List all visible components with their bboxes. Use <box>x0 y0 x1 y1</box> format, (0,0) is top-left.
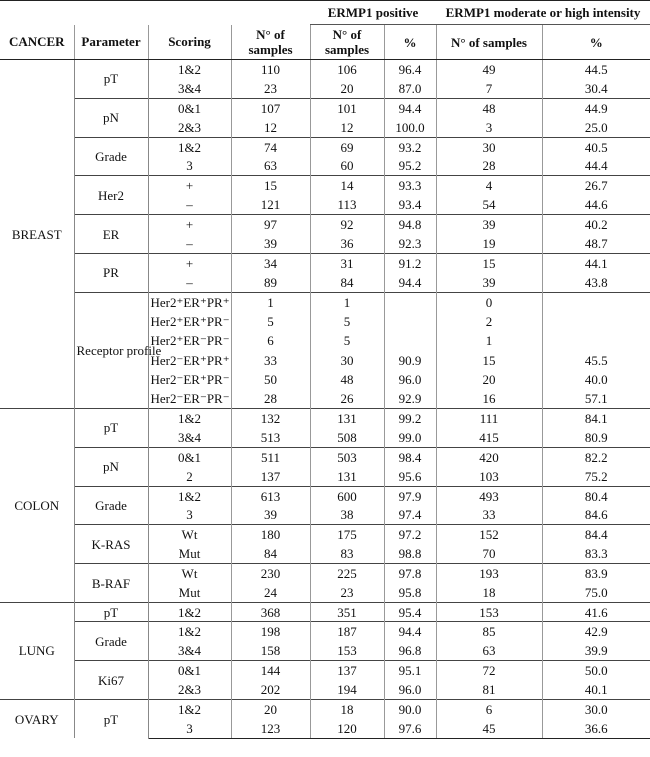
scoring-cell: – <box>148 234 231 253</box>
positive-pct-cell: 92.9 <box>384 389 436 408</box>
col-header-positive-n-line2: samples <box>324 42 370 57</box>
parameter-cell: Grade <box>74 137 148 176</box>
intensity-n-cell: 72 <box>436 661 542 680</box>
positive-pct-cell: 99.0 <box>384 428 436 447</box>
cancer-type-cell: LUNG <box>0 602 74 699</box>
intensity-n-cell: 28 <box>436 156 542 175</box>
intensity-n-cell: 54 <box>436 195 542 214</box>
intensity-pct-cell: 75.0 <box>542 583 650 602</box>
table-row <box>0 564 650 583</box>
col-header-intensity-pct: % <box>542 25 650 60</box>
intensity-n-cell: 20 <box>436 370 542 389</box>
positive-n-cell: 194 <box>310 680 384 699</box>
intensity-pct-cell: 39.9 <box>542 641 650 660</box>
table-row <box>0 60 650 79</box>
intensity-pct-cell <box>542 312 650 331</box>
table-row <box>0 602 650 621</box>
scoring-cell: Wt <box>148 564 231 583</box>
intensity-pct-cell: 84.1 <box>542 409 650 428</box>
col-header-parameter: Parameter <box>74 25 148 60</box>
positive-n-cell: 30 <box>310 350 384 369</box>
scoring-cell: Mut <box>148 583 231 602</box>
parameter-cell: B-RAF <box>74 564 148 603</box>
n-samples-cell: 15 <box>231 176 310 195</box>
positive-n-cell: 84 <box>310 273 384 292</box>
parameter-cell: Her2 <box>74 176 148 215</box>
group-header-ermp1-positive: ERMP1 positive <box>310 1 436 25</box>
intensity-pct-cell: 42.9 <box>542 622 650 641</box>
intensity-n-cell: 7 <box>436 79 542 98</box>
intensity-n-cell: 19 <box>436 234 542 253</box>
scoring-cell: 1&2 <box>148 602 231 621</box>
parameter-cell: pN <box>74 447 148 486</box>
scoring-cell: 3 <box>148 719 231 738</box>
n-samples-cell: 613 <box>231 486 310 505</box>
group-header-row <box>0 1 650 25</box>
n-samples-cell: 121 <box>231 195 310 214</box>
intensity-pct-cell <box>542 292 650 311</box>
col-header-cancer: CANCER <box>0 25 74 60</box>
positive-n-cell: 503 <box>310 447 384 466</box>
n-samples-cell: 144 <box>231 661 310 680</box>
table-row <box>0 661 650 680</box>
scoring-cell: Wt <box>148 525 231 544</box>
positive-n-cell: 83 <box>310 544 384 563</box>
intensity-n-cell: 493 <box>436 486 542 505</box>
parameter-cell: pT <box>74 409 148 448</box>
intensity-pct-cell: 25.0 <box>542 118 650 137</box>
table-body <box>0 60 650 739</box>
intensity-n-cell: 152 <box>436 525 542 544</box>
positive-n-cell: 36 <box>310 234 384 253</box>
positive-n-cell: 1 <box>310 292 384 311</box>
positive-pct-cell: 98.8 <box>384 544 436 563</box>
intensity-n-cell: 15 <box>436 350 542 369</box>
cancer-type-cell: OVARY <box>0 699 74 738</box>
intensity-pct-cell: 80.9 <box>542 428 650 447</box>
parameter-cell: pN <box>74 98 148 137</box>
positive-n-cell: 48 <box>310 370 384 389</box>
column-header-row <box>0 25 650 60</box>
col-header-positive-n-line1: N° of <box>332 27 362 42</box>
positive-pct-cell: 92.3 <box>384 234 436 253</box>
intensity-n-cell: 39 <box>436 215 542 234</box>
n-samples-cell: 198 <box>231 622 310 641</box>
parameter-cell: Grade <box>74 486 148 525</box>
intensity-pct-cell: 83.9 <box>542 564 650 583</box>
n-samples-cell: 20 <box>231 699 310 718</box>
positive-pct-cell: 98.4 <box>384 447 436 466</box>
positive-n-cell: 14 <box>310 176 384 195</box>
intensity-pct-cell <box>542 331 650 350</box>
positive-n-cell: 131 <box>310 409 384 428</box>
positive-pct-cell: 87.0 <box>384 79 436 98</box>
scoring-cell: 2&3 <box>148 118 231 137</box>
table-row <box>0 176 650 195</box>
scoring-cell: 3 <box>148 156 231 175</box>
positive-n-cell: 600 <box>310 486 384 505</box>
parameter-cell: pT <box>74 699 148 738</box>
group-header-spacer <box>0 1 310 25</box>
intensity-n-cell: 85 <box>436 622 542 641</box>
table-row <box>0 699 650 718</box>
positive-n-cell: 113 <box>310 195 384 214</box>
table-row <box>0 622 650 641</box>
intensity-n-cell: 15 <box>436 253 542 272</box>
n-samples-cell: 63 <box>231 156 310 175</box>
scoring-cell: Her2⁺ER⁺PR⁺ <box>148 292 231 311</box>
table-row <box>0 253 650 272</box>
positive-pct-cell: 97.6 <box>384 719 436 738</box>
intensity-pct-cell: 41.6 <box>542 602 650 621</box>
table-row <box>0 137 650 156</box>
intensity-n-cell: 1 <box>436 331 542 350</box>
col-header-n-samples <box>231 25 310 60</box>
intensity-pct-cell: 84.6 <box>542 505 650 524</box>
positive-pct-cell: 95.4 <box>384 602 436 621</box>
scoring-cell: – <box>148 273 231 292</box>
n-samples-cell: 23 <box>231 79 310 98</box>
intensity-n-cell: 63 <box>436 641 542 660</box>
intensity-pct-cell: 80.4 <box>542 486 650 505</box>
scoring-cell: Her2⁻ER⁺PR⁺ <box>148 350 231 369</box>
intensity-pct-cell: 84.4 <box>542 525 650 544</box>
positive-n-cell: 120 <box>310 719 384 738</box>
intensity-n-cell: 16 <box>436 389 542 408</box>
intensity-n-cell: 49 <box>436 60 542 79</box>
scoring-cell: 1&2 <box>148 137 231 156</box>
intensity-pct-cell: 44.4 <box>542 156 650 175</box>
table-row <box>0 292 650 311</box>
cancer-type-cell: COLON <box>0 409 74 603</box>
scoring-cell: 2 <box>148 467 231 486</box>
positive-pct-cell: 100.0 <box>384 118 436 137</box>
n-samples-cell: 158 <box>231 641 310 660</box>
intensity-n-cell: 48 <box>436 98 542 117</box>
scoring-cell: 1&2 <box>148 699 231 718</box>
positive-pct-cell: 96.4 <box>384 60 436 79</box>
positive-n-cell: 18 <box>310 699 384 718</box>
intensity-pct-cell: 30.4 <box>542 79 650 98</box>
intensity-n-cell: 81 <box>436 680 542 699</box>
intensity-pct-cell: 40.2 <box>542 215 650 234</box>
positive-n-cell: 12 <box>310 118 384 137</box>
positive-n-cell: 26 <box>310 389 384 408</box>
n-samples-cell: 84 <box>231 544 310 563</box>
positive-pct-cell: 94.8 <box>384 215 436 234</box>
intensity-n-cell: 103 <box>436 467 542 486</box>
n-samples-cell: 230 <box>231 564 310 583</box>
positive-pct-cell: 99.2 <box>384 409 436 428</box>
group-header-ermp1-intensity: ERMP1 moderate or high intensity <box>436 1 650 25</box>
scoring-cell: 0&1 <box>148 661 231 680</box>
scoring-cell: 1&2 <box>148 409 231 428</box>
positive-n-cell: 69 <box>310 137 384 156</box>
scoring-cell: 1&2 <box>148 622 231 641</box>
scoring-cell: Mut <box>148 544 231 563</box>
positive-n-cell: 106 <box>310 60 384 79</box>
intensity-pct-cell: 44.5 <box>542 60 650 79</box>
scoring-cell: + <box>148 215 231 234</box>
table-row <box>0 447 650 466</box>
col-header-n-samples-line1: N° of <box>256 26 285 42</box>
positive-pct-cell: 95.8 <box>384 583 436 602</box>
table-row <box>0 486 650 505</box>
intensity-pct-cell: 40.1 <box>542 680 650 699</box>
intensity-pct-cell: 83.3 <box>542 544 650 563</box>
scoring-cell: 3&4 <box>148 641 231 660</box>
scoring-cell: Her2⁻ER⁺PR⁻ <box>148 370 231 389</box>
positive-pct-cell: 93.2 <box>384 137 436 156</box>
parameter-cell: pT <box>74 60 148 99</box>
parameter-cell: PR <box>74 253 148 292</box>
intensity-n-cell: 70 <box>436 544 542 563</box>
n-samples-cell: 123 <box>231 719 310 738</box>
intensity-n-cell: 2 <box>436 312 542 331</box>
table-row <box>0 98 650 117</box>
positive-pct-cell: 97.8 <box>384 564 436 583</box>
positive-n-cell: 31 <box>310 253 384 272</box>
intensity-pct-cell: 57.1 <box>542 389 650 408</box>
scoring-cell: + <box>148 253 231 272</box>
positive-pct-cell: 96.8 <box>384 641 436 660</box>
n-samples-cell: 137 <box>231 467 310 486</box>
n-samples-cell: 202 <box>231 680 310 699</box>
intensity-n-cell: 45 <box>436 719 542 738</box>
positive-pct-cell: 93.4 <box>384 195 436 214</box>
positive-pct-cell: 96.0 <box>384 680 436 699</box>
n-samples-cell: 368 <box>231 602 310 621</box>
positive-pct-cell: 95.1 <box>384 661 436 680</box>
intensity-pct-cell: 36.6 <box>542 719 650 738</box>
intensity-n-cell: 3 <box>436 118 542 137</box>
intensity-pct-cell: 40.0 <box>542 370 650 389</box>
parameter-cell: K-RAS <box>74 525 148 564</box>
positive-pct-cell: 95.2 <box>384 156 436 175</box>
n-samples-cell: 28 <box>231 389 310 408</box>
intensity-pct-cell: 75.2 <box>542 467 650 486</box>
positive-n-cell: 508 <box>310 428 384 447</box>
n-samples-cell: 74 <box>231 137 310 156</box>
intensity-pct-cell: 44.1 <box>542 253 650 272</box>
n-samples-cell: 6 <box>231 331 310 350</box>
n-samples-cell: 39 <box>231 234 310 253</box>
parameter-cell: pT <box>74 602 148 621</box>
positive-pct-cell: 97.9 <box>384 486 436 505</box>
col-header-intensity-n: N° of samples <box>436 25 542 60</box>
positive-n-cell: 131 <box>310 467 384 486</box>
col-header-n-samples-line2: samples <box>248 41 293 57</box>
n-samples-cell: 50 <box>231 370 310 389</box>
table-row <box>0 409 650 428</box>
parameter-cell: ER <box>74 215 148 254</box>
n-samples-cell: 39 <box>231 505 310 524</box>
positive-n-cell: 38 <box>310 505 384 524</box>
scoring-cell: – <box>148 195 231 214</box>
intensity-pct-cell: 26.7 <box>542 176 650 195</box>
intensity-n-cell: 193 <box>436 564 542 583</box>
n-samples-cell: 12 <box>231 118 310 137</box>
n-samples-cell: 24 <box>231 583 310 602</box>
positive-pct-cell <box>384 331 436 350</box>
intensity-n-cell: 0 <box>436 292 542 311</box>
n-samples-cell: 5 <box>231 312 310 331</box>
parameter-cell: Receptor profile <box>74 292 148 408</box>
positive-pct-cell: 93.3 <box>384 176 436 195</box>
scoring-cell: Her2⁻ER⁻PR⁻ <box>148 389 231 408</box>
positive-n-cell: 92 <box>310 215 384 234</box>
intensity-pct-cell: 44.9 <box>542 98 650 117</box>
positive-pct-cell: 90.9 <box>384 350 436 369</box>
positive-n-cell: 225 <box>310 564 384 583</box>
positive-pct-cell: 94.4 <box>384 98 436 117</box>
scoring-cell: 3&4 <box>148 428 231 447</box>
intensity-pct-cell: 50.0 <box>542 661 650 680</box>
positive-pct-cell <box>384 292 436 311</box>
cancer-type-cell: BREAST <box>0 60 74 409</box>
scoring-cell: 1&2 <box>148 60 231 79</box>
positive-pct-cell: 94.4 <box>384 273 436 292</box>
positive-n-cell: 137 <box>310 661 384 680</box>
intensity-pct-cell: 48.7 <box>542 234 650 253</box>
n-samples-cell: 513 <box>231 428 310 447</box>
n-samples-cell: 180 <box>231 525 310 544</box>
table-row <box>0 215 650 234</box>
positive-n-cell: 5 <box>310 331 384 350</box>
positive-n-cell: 23 <box>310 583 384 602</box>
positive-n-cell: 187 <box>310 622 384 641</box>
parameter-cell: Grade <box>74 622 148 661</box>
parameter-cell: Ki67 <box>74 661 148 700</box>
scoring-cell: 3&4 <box>148 79 231 98</box>
scoring-cell: Her2⁺ER⁺PR⁻ <box>148 312 231 331</box>
intensity-n-cell: 4 <box>436 176 542 195</box>
scoring-cell: + <box>148 176 231 195</box>
positive-pct-cell: 90.0 <box>384 699 436 718</box>
intensity-pct-cell: 40.5 <box>542 137 650 156</box>
scoring-cell: 1&2 <box>148 486 231 505</box>
intensity-n-cell: 30 <box>436 137 542 156</box>
n-samples-cell: 511 <box>231 447 310 466</box>
n-samples-cell: 33 <box>231 350 310 369</box>
positive-pct-cell: 97.4 <box>384 505 436 524</box>
scoring-cell: 0&1 <box>148 447 231 466</box>
intensity-n-cell: 111 <box>436 409 542 428</box>
positive-n-cell: 60 <box>310 156 384 175</box>
table-row <box>0 525 650 544</box>
col-header-positive-n <box>310 25 384 60</box>
intensity-n-cell: 6 <box>436 699 542 718</box>
positive-n-cell: 351 <box>310 602 384 621</box>
positive-pct-cell: 94.4 <box>384 622 436 641</box>
n-samples-cell: 107 <box>231 98 310 117</box>
intensity-pct-cell: 43.8 <box>542 273 650 292</box>
n-samples-cell: 97 <box>231 215 310 234</box>
intensity-n-cell: 420 <box>436 447 542 466</box>
n-samples-cell: 89 <box>231 273 310 292</box>
intensity-n-cell: 39 <box>436 273 542 292</box>
positive-n-cell: 153 <box>310 641 384 660</box>
intensity-pct-cell: 82.2 <box>542 447 650 466</box>
scoring-cell: 2&3 <box>148 680 231 699</box>
n-samples-cell: 34 <box>231 253 310 272</box>
intensity-n-cell: 153 <box>436 602 542 621</box>
col-header-positive-pct: % <box>384 25 436 60</box>
positive-pct-cell: 97.2 <box>384 525 436 544</box>
positive-n-cell: 5 <box>310 312 384 331</box>
n-samples-cell: 110 <box>231 60 310 79</box>
scoring-cell: 3 <box>148 505 231 524</box>
intensity-pct-cell: 44.6 <box>542 195 650 214</box>
intensity-n-cell: 415 <box>436 428 542 447</box>
positive-pct-cell: 91.2 <box>384 253 436 272</box>
intensity-n-cell: 33 <box>436 505 542 524</box>
intensity-pct-cell: 30.0 <box>542 699 650 718</box>
scoring-cell: Her2⁺ER⁻PR⁻ <box>148 331 231 350</box>
positive-n-cell: 175 <box>310 525 384 544</box>
scoring-cell: 0&1 <box>148 98 231 117</box>
positive-pct-cell: 95.6 <box>384 467 436 486</box>
positive-n-cell: 101 <box>310 98 384 117</box>
col-header-scoring: Scoring <box>148 25 231 60</box>
n-samples-cell: 1 <box>231 292 310 311</box>
positive-pct-cell <box>384 312 436 331</box>
positive-pct-cell: 96.0 <box>384 370 436 389</box>
intensity-pct-cell: 45.5 <box>542 350 650 369</box>
n-samples-cell: 132 <box>231 409 310 428</box>
intensity-n-cell: 18 <box>436 583 542 602</box>
positive-n-cell: 20 <box>310 79 384 98</box>
